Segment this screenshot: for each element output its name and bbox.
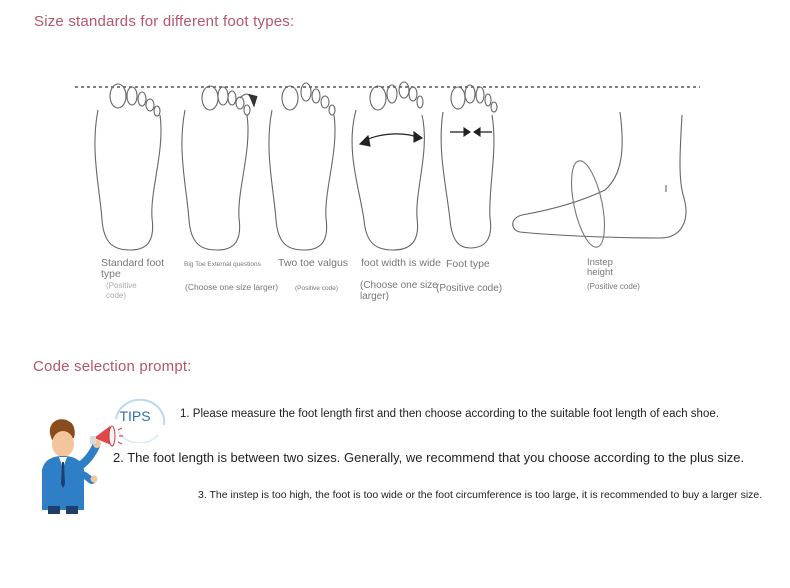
big-toe-external-foot-icon: [182, 86, 257, 250]
foot-types-illustration: [60, 70, 710, 255]
foot-type-narrow-icon: [441, 85, 497, 248]
foot-note-foot-type: (Positive code): [436, 283, 503, 294]
wide-foot-icon: [352, 82, 424, 250]
section-heading-size-standards: Size standards for different foot types:: [34, 13, 295, 30]
two-toe-valgus-foot-icon: [269, 83, 335, 250]
megaphone-icon: [90, 426, 123, 446]
tip-line-2: 2. The foot length is between two sizes. Generally, we recommend that you choose according to the plus size.: [113, 450, 745, 465]
foot-note-two-toe: (Positive code): [295, 285, 338, 292]
tip-line-1: 1. Please measure the foot length first and then choose according to the suitable foot length of each shoe.: [180, 408, 719, 420]
foot-label-instep: Instep height: [587, 257, 613, 278]
foot-note-wide: (Choose one size larger): [360, 280, 438, 302]
tip-line-3: 3. The instep is too high, the foot is too wide or the foot circumference is too large, it is recommended to buy a larger size.: [198, 489, 763, 501]
section-heading-code-selection: Code selection prompt:: [33, 358, 192, 375]
presenter-figure-icon: [34, 410, 124, 516]
standard-foot-icon: [95, 84, 161, 250]
foot-label-standard: Standard foot type: [101, 257, 165, 281]
foot-label-foot-type: Foot type: [446, 258, 490, 270]
foot-label-two-toe: Two toe valgus: [278, 257, 349, 269]
foot-note-instep: (Positive code): [587, 282, 640, 291]
foot-label-big-toe: Big Toe External questions: [184, 261, 261, 268]
foot-note-standard: (Positive code): [106, 281, 137, 301]
instep-height-foot-icon: [513, 112, 686, 250]
foot-note-big-toe: (Choose one size larger): [185, 282, 279, 292]
tips-badge-label: TIPS: [119, 408, 151, 424]
foot-label-wide: foot width is wide: [361, 257, 441, 269]
